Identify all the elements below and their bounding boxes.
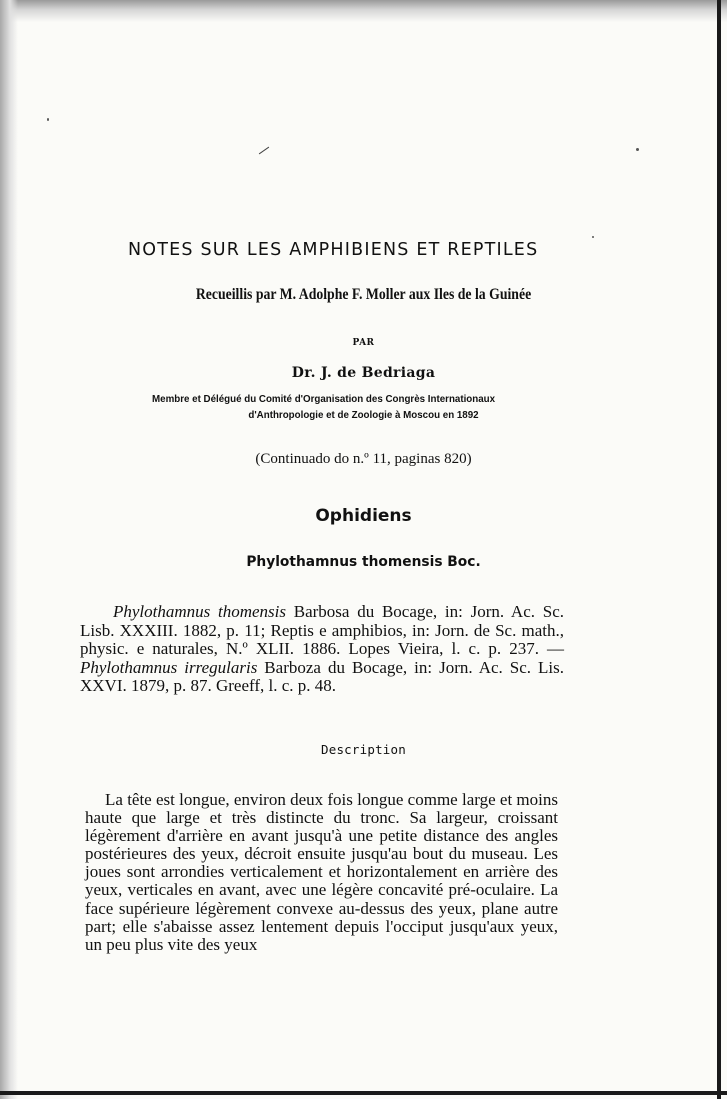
article-subtitle: Recueillis par M. Adolphe F. Moller aux Iles de la Guinée [195, 286, 532, 303]
byline-par: PAR [352, 338, 375, 348]
scan-shadow-left [0, 0, 18, 1099]
page-border-bottom [0, 1091, 727, 1095]
article-title: NOTES SUR LES AMPHIBIENS ET REPTILES [128, 240, 539, 260]
synonym-citation-1: Barbosa du Bocage, in: Jorn. Ac. Sc. Lisb. XXXIII. 1882, p. 11; Reptis e amphibios, in: Jorn. de Sc. math., physic. e naturales, N.º XLII. 1886. Lopes Vieira, l. c. p. 237. — [80, 602, 564, 659]
synonym-citation-2: Barboza du Bocage, in: Jorn. Ac. Sc. Lis. XXVI. 1879, p. 87. Greeff, l. c. p. 48. [80, 657, 564, 696]
pencil-mark [259, 147, 269, 155]
author-name: Dr. J. de Bedriaga [291, 365, 436, 381]
synonym-name-1: Phylothamnus thomensis [113, 602, 287, 621]
scan-shadow-top [0, 0, 727, 22]
section-heading: Ophidiens [315, 506, 412, 526]
dust-speck [47, 118, 49, 121]
author-affiliation-line1: Membre et Délégué du Comité d'Organisation des Congrès Internationaux [152, 393, 496, 405]
page-border-right [717, 0, 721, 1099]
author-affiliation-line2: d'Anthropologie et de Zoologie à Moscou en 1892 [248, 409, 479, 421]
species-heading: Phylothamnus thomensis Boc. [246, 554, 481, 570]
dust-speck [636, 148, 639, 151]
synonym-name-2: Phylothamnus irregularis [80, 657, 258, 677]
description-heading: Description [321, 742, 406, 757]
dust-speck [592, 236, 594, 238]
description-paragraph: La tête est longue, environ deux fois longue comme large et moins haute que large et très distincte du tronc. Sa largeur, croissant légèrement d'arrière en avant jusqu'à une petite distance des angles postérieures des yeux, décroit ensuite jusqu'au bout du museau. Les joues sont arrondies verticalement et horizontalement en arrière des yeux, verticales en avant, avec une légère concavité pré-oculaire. La face supérieure légèrement convexe au-dessus des yeux, plane autre part; elle s'abaisse assez lentement depuis l'occiput jusqu'aux yeux, un peu plus vite des yeux [85, 790, 558, 954]
continuation-note: (Continuado do n.º 11, paginas 820) [255, 451, 472, 467]
synonymy-paragraph [80, 603, 564, 696]
